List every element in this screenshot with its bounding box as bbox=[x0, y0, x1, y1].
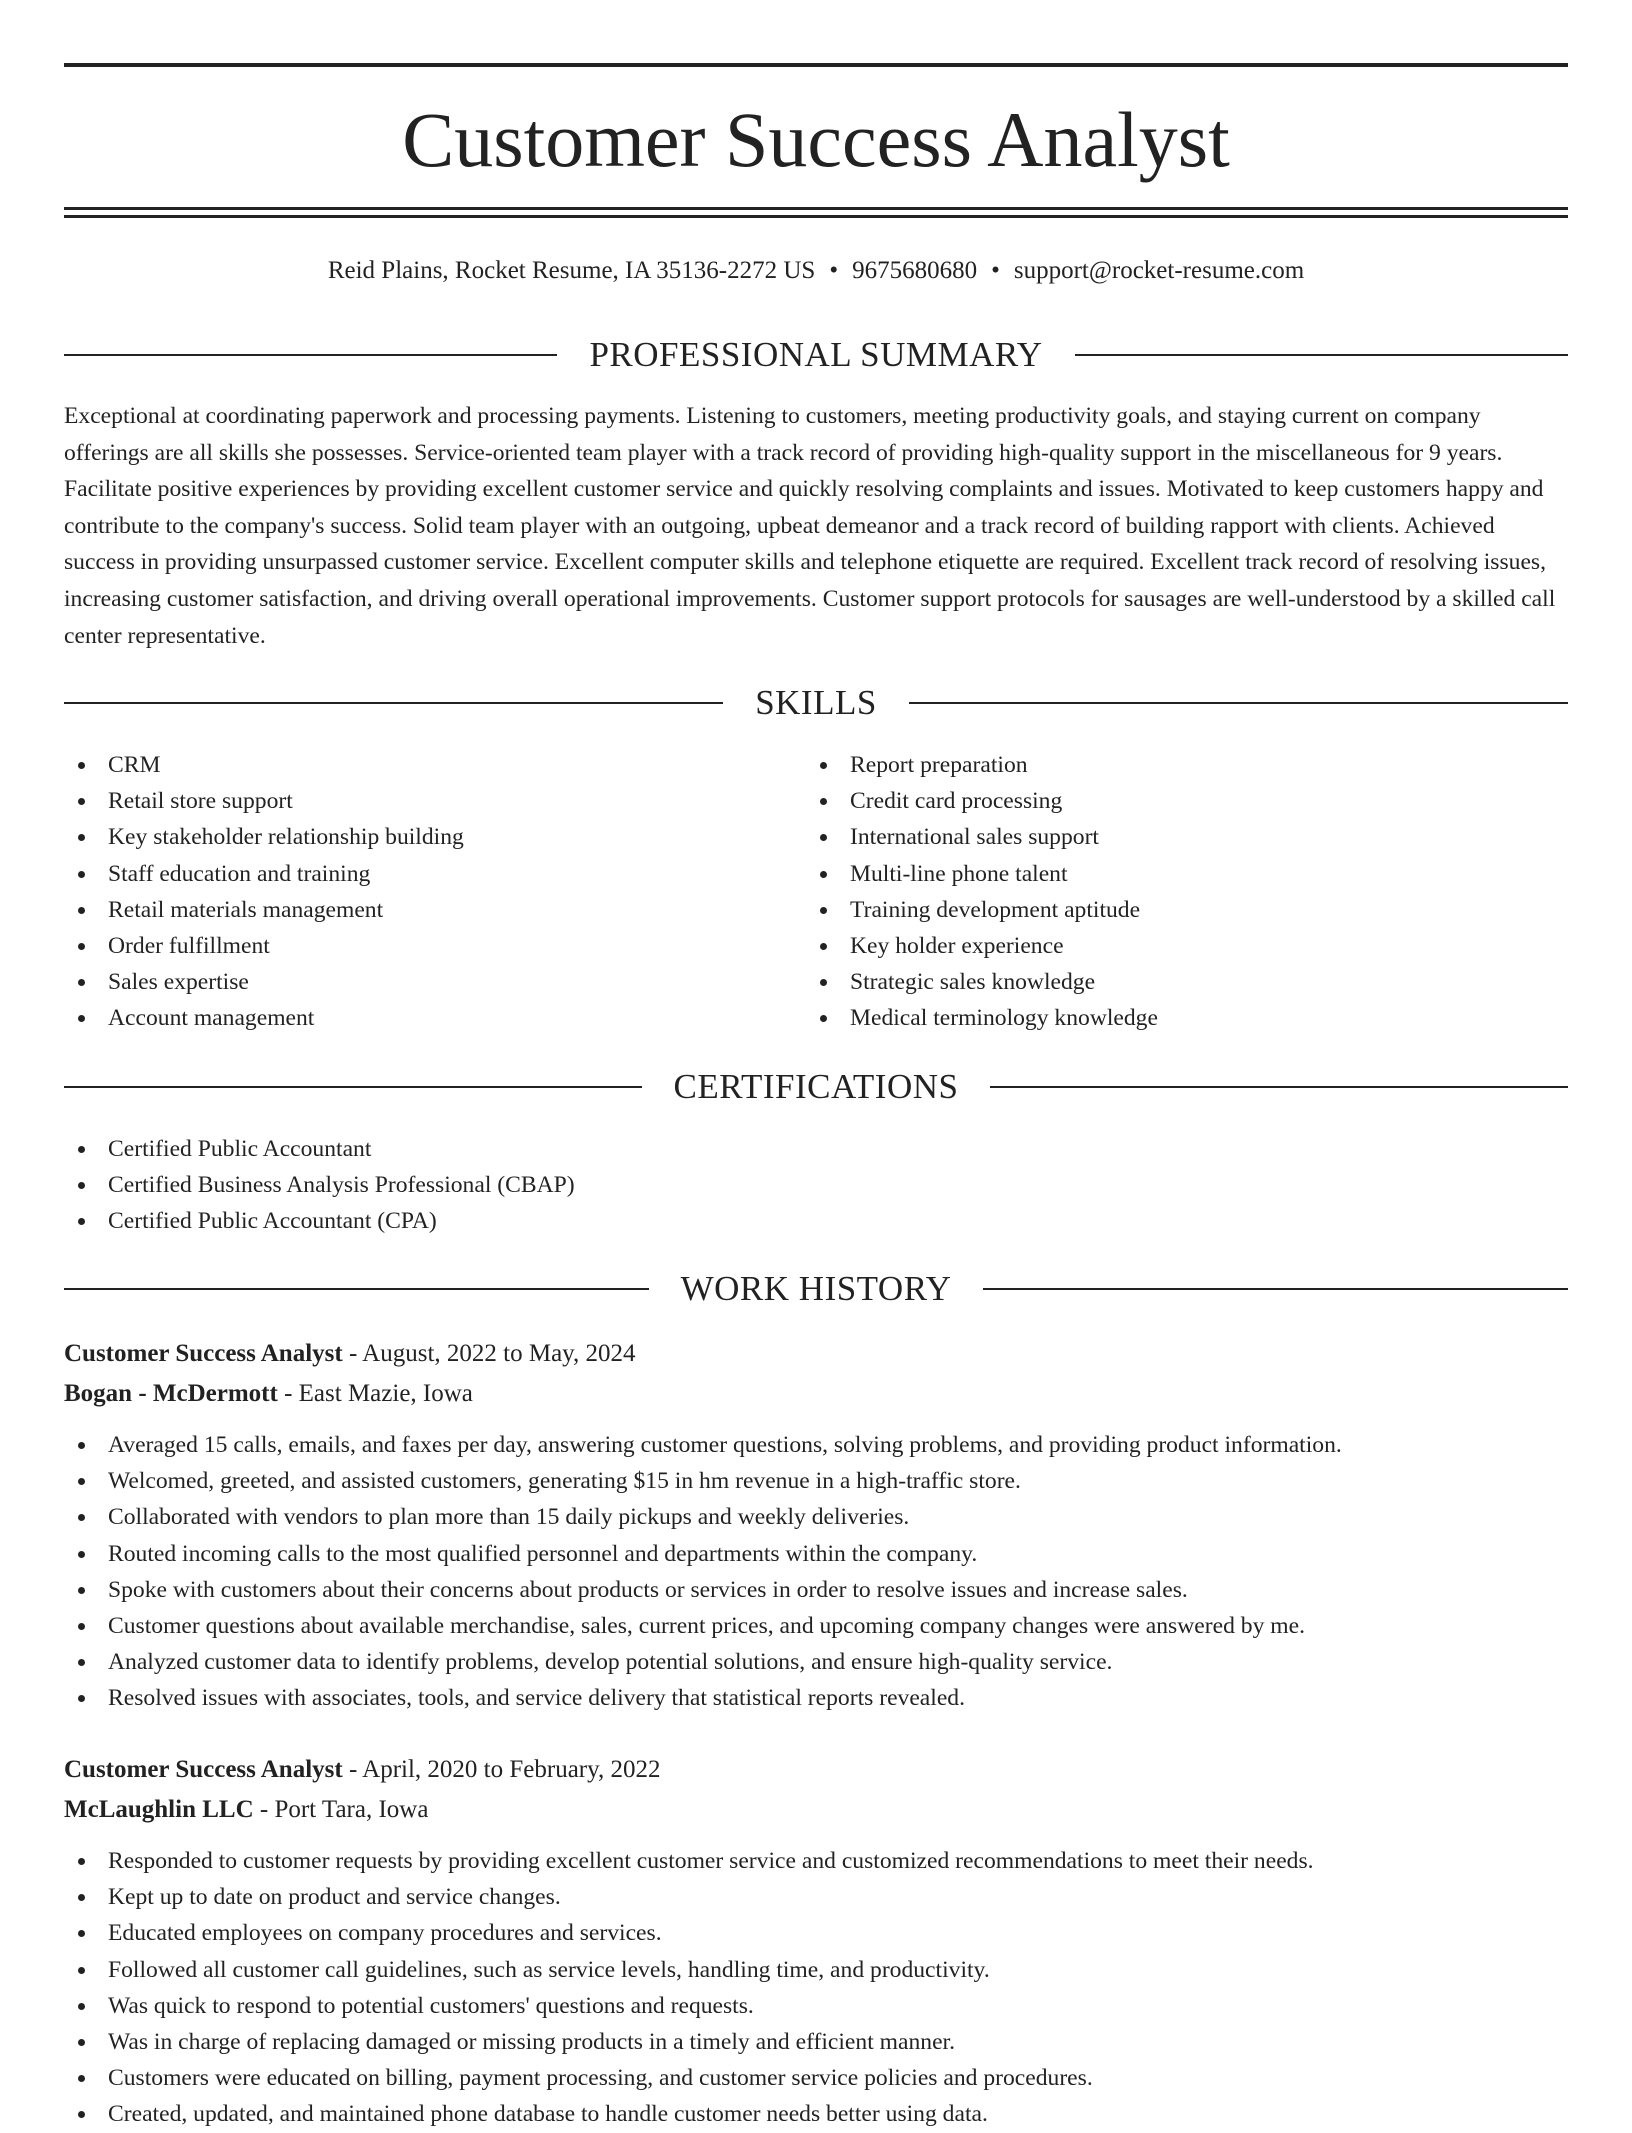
job-bullet: Collaborated with vendors to plan more than 15 daily pickups and weekly deliveries. bbox=[64, 1499, 1568, 1535]
job-bullets bbox=[64, 1427, 1568, 1717]
skill-item: Medical terminology knowledge bbox=[806, 1000, 1568, 1036]
summary-paragraph: Exceptional at coordinating paperwork and processing payments. Listening to customers, meeting productivity goals, and staying current on company offerings are all skills she possesses. Service-oriented team player with a track record of providing high-quality support in the miscellaneous for 9 years. Facilitate positive experiences by providing excellent customer service and quickly resolving complaints and issues. Motivated to keep customers happy and contribute to the company's success. Solid team player with an outgoing, upbeat demeanor and a track record of building rapport with clients. Achieved success in providing unsurpassed customer service. Excellent computer skills and telephone etiquette are required. Excellent track record of resolving issues, increasing customer satisfaction, and driving overall operational improvements. Customer support protocols for sausages are well-understood by a skilled call center representative. bbox=[64, 403, 1556, 649]
job-bullet: Analyzed customer data to identify problems, develop potential solutions, and ensure high-quality service. bbox=[64, 1644, 1568, 1680]
contact-address: Reid Plains, Rocket Resume, IA 35136-2272 US bbox=[327, 257, 816, 284]
job-bullet: Welcomed, greeted, and assisted customers, generating $15 in hm revenue in a high-traffic store. bbox=[64, 1463, 1568, 1499]
skill-item: Account management bbox=[64, 1000, 804, 1036]
section-header-summary bbox=[64, 335, 1568, 375]
title-rule-upper bbox=[64, 207, 1568, 210]
job-bullet: Was in charge of replacing damaged or missing products in a timely and efficient manner. bbox=[64, 2024, 1568, 2060]
job-dates: - April, 2020 to February, 2022 bbox=[342, 1756, 661, 1783]
section-rule bbox=[983, 1288, 1568, 1290]
skills-list-left bbox=[64, 747, 804, 1037]
certifications-list bbox=[64, 1131, 1568, 1240]
skill-item: Staff education and training bbox=[64, 856, 804, 892]
job-bullet: Customer questions about available merchandise, sales, current prices, and upcoming company changes were answered by me. bbox=[64, 1608, 1568, 1644]
skill-item: Retail store support bbox=[64, 783, 804, 819]
job-bullet: Educated employees on company procedures and services. bbox=[64, 1915, 1568, 1951]
job-bullet: Customers were educated on billing, payment processing, and customer service policies and procedures. bbox=[64, 2060, 1568, 2096]
contact-line bbox=[64, 253, 1568, 289]
section-rule bbox=[64, 1288, 649, 1290]
certification-item: Certified Public Accountant bbox=[64, 1131, 1568, 1167]
section-rule bbox=[64, 354, 557, 356]
skill-item: Retail materials management bbox=[64, 892, 804, 928]
certification-item: Certified Public Accountant (CPA) bbox=[64, 1203, 1568, 1239]
section-rule bbox=[909, 702, 1568, 704]
skill-item: Multi-line phone talent bbox=[806, 856, 1568, 892]
section-header-certifications bbox=[64, 1067, 1568, 1107]
section-title: WORK HISTORY bbox=[680, 1269, 952, 1308]
job-location: - Port Tara, Iowa bbox=[253, 1796, 429, 1823]
skill-item: Sales expertise bbox=[64, 964, 804, 1000]
resume-title: Customer Success Analyst bbox=[402, 96, 1230, 183]
job-company: McLaughlin LLC bbox=[64, 1796, 254, 1823]
skill-item: Order fulfillment bbox=[64, 928, 804, 964]
job-bullets bbox=[64, 1843, 1568, 2133]
job-title-line bbox=[64, 1752, 1568, 1788]
skill-item: Strategic sales knowledge bbox=[806, 964, 1568, 1000]
job-bullet: Kept up to date on product and service changes. bbox=[64, 1879, 1568, 1915]
job-title: Customer Success Analyst bbox=[64, 1340, 343, 1367]
skill-item: Training development aptitude bbox=[806, 892, 1568, 928]
job-bullet: Routed incoming calls to the most qualified personnel and departments within the company. bbox=[64, 1536, 1568, 1572]
section-title: PROFESSIONAL SUMMARY bbox=[589, 335, 1043, 374]
section-rule bbox=[1075, 354, 1568, 356]
skill-item: International sales support bbox=[806, 819, 1568, 855]
contact-phone: 9675680680 bbox=[852, 257, 978, 284]
job-company-line bbox=[64, 1792, 1568, 1828]
section-rule bbox=[990, 1086, 1568, 1088]
contact-email: support@rocket-resume.com bbox=[1013, 257, 1305, 284]
skill-item: CRM bbox=[64, 747, 804, 783]
section-header-skills bbox=[64, 683, 1568, 723]
job-title: Customer Success Analyst bbox=[64, 1756, 343, 1783]
job-bullet: Followed all customer call guidelines, such as service levels, handling time, and productivity. bbox=[64, 1952, 1568, 1988]
job-bullet: Responded to customer requests by providing excellent customer service and customized recommendations to meet their needs. bbox=[64, 1843, 1568, 1879]
job-company: Bogan - McDermott bbox=[64, 1380, 278, 1407]
section-title: CERTIFICATIONS bbox=[673, 1067, 959, 1106]
title-rule-lower bbox=[64, 215, 1568, 218]
section-header-work-history bbox=[64, 1269, 1568, 1309]
top-rule bbox=[64, 63, 1568, 67]
section-rule bbox=[64, 702, 723, 704]
skill-item: Report preparation bbox=[806, 747, 1568, 783]
job-location: - East Mazie, Iowa bbox=[277, 1380, 473, 1407]
job-bullet: Spoke with customers about their concerns about products or services in order to resolve issues and increase sales. bbox=[64, 1572, 1568, 1608]
certification-item: Certified Business Analysis Professional (CBAP) bbox=[64, 1167, 1568, 1203]
skill-item: Key stakeholder relationship building bbox=[64, 819, 804, 855]
job-bullet: Averaged 15 calls, emails, and faxes per day, answering customer questions, solving problems, and providing product information. bbox=[64, 1427, 1568, 1463]
job-bullet: Resolved issues with associates, tools, and service delivery that statistical reports revealed. bbox=[64, 1680, 1568, 1716]
skill-item: Credit card processing bbox=[806, 783, 1568, 819]
job-dates: - August, 2022 to May, 2024 bbox=[342, 1340, 636, 1367]
job-title-line bbox=[64, 1336, 1568, 1372]
skills-list-right bbox=[806, 747, 1568, 1037]
job-company-line bbox=[64, 1376, 1568, 1412]
job-bullet: Created, updated, and maintained phone database to handle customer needs better using data. bbox=[64, 2096, 1568, 2132]
section-rule bbox=[64, 1086, 642, 1088]
section-title: SKILLS bbox=[755, 683, 877, 722]
skill-item: Key holder experience bbox=[806, 928, 1568, 964]
job-bullet: Was quick to respond to potential customers' questions and requests. bbox=[64, 1988, 1568, 2024]
contact-separator: • bbox=[829, 257, 839, 284]
contact-separator: • bbox=[991, 257, 1000, 284]
